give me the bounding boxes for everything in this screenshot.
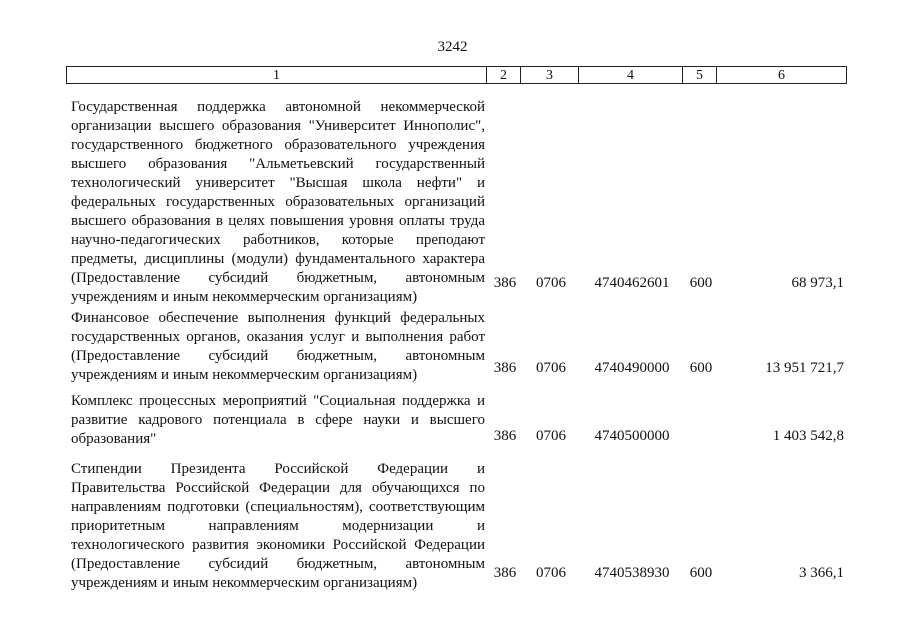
cell-col-4: 4740538930 xyxy=(594,565,670,581)
description-line: Финансовое обеспечение выполнения функций федеральных xyxy=(71,310,485,326)
cell-col-5: 600 xyxy=(689,565,713,581)
page-number: 3242 xyxy=(437,39,468,55)
cell-col-3: 0706 xyxy=(536,360,566,376)
cell-col-3: 0706 xyxy=(536,428,566,444)
description-line: (Предоставление субсидий бюджетным, автономным xyxy=(71,556,485,572)
description-line: высшего образования "Альметьевский государственный xyxy=(71,156,485,172)
cell-col-6: 13 951 721,7 xyxy=(765,360,844,376)
cell-col-6: 3 366,1 xyxy=(799,565,844,581)
cell-col-4: 4740490000 xyxy=(594,360,670,376)
cell-col-5: 600 xyxy=(689,360,713,376)
description-line: развитие кадрового потенциала в сфере науки и высшего xyxy=(71,412,485,428)
description-line: направлениям подготовки (специальностям), соответствующим xyxy=(71,499,485,515)
column-header-5: 5 xyxy=(683,67,717,84)
column-header-row xyxy=(67,67,847,84)
description-line: организации высшего образования "Университет Иннополис", xyxy=(71,118,485,134)
column-header-6: 6 xyxy=(717,67,847,84)
cell-col-2: 386 xyxy=(493,428,517,444)
cell-col-5: 600 xyxy=(689,275,713,291)
cell-col-6: 68 973,1 xyxy=(791,275,844,291)
description-line: учреждениям и иным некоммерческим организациям) xyxy=(71,367,418,383)
column-header-3: 3 xyxy=(521,67,579,84)
description-line: Правительства Российской Федерации для обучающихся по xyxy=(71,480,485,496)
description-line: учреждениям и иным некоммерческим организациям) xyxy=(71,575,418,591)
cell-col-3: 0706 xyxy=(536,275,566,291)
column-header-4: 4 xyxy=(579,67,683,84)
cell-col-4: 4740500000 xyxy=(594,428,670,444)
description-line: высшего образования в целях повышения уровня оплаты труда xyxy=(71,213,485,229)
description-line: научно-педагогических работников, которые преподают xyxy=(71,232,485,248)
description-line: федеральных государственных образовательных организаций xyxy=(71,194,485,210)
cell-col-2: 386 xyxy=(493,360,517,376)
column-header-table xyxy=(66,66,847,84)
column-header-2: 2 xyxy=(487,67,521,84)
row-description xyxy=(71,460,485,593)
cell-col-2: 386 xyxy=(493,565,517,581)
description-line: (Предоставление субсидий бюджетным, автономным xyxy=(71,270,485,286)
description-line: Государственная поддержка автономной некоммерческой xyxy=(71,99,485,115)
cell-col-4: 4740462601 xyxy=(594,275,670,291)
row-description xyxy=(71,98,485,307)
description-line: приоритетным направлениям модернизации и xyxy=(71,518,485,534)
description-line: предметы, дисциплины (модули) фундаментального характера xyxy=(71,251,485,267)
description-line: образования" xyxy=(71,431,157,447)
description-line: Комплекс процессных мероприятий "Социальная поддержка и xyxy=(71,393,485,409)
description-line: технологического развития экономики Российской Федерации xyxy=(71,537,485,553)
row-description xyxy=(71,309,485,385)
description-line: государственных органов, оказания услуг и выполнения работ xyxy=(71,329,485,345)
description-line: технологический университет "Высшая школа нефти" и xyxy=(71,175,485,191)
row-description xyxy=(71,392,485,449)
description-line: Стипендии Президента Российской Федерации и xyxy=(71,461,485,477)
column-header-1: 1 xyxy=(67,67,487,84)
description-line: государственного бюджетного образовательного учреждения xyxy=(71,137,485,153)
cell-col-2: 386 xyxy=(493,275,517,291)
description-line: учреждениям и иным некоммерческим организациям) xyxy=(71,289,418,305)
cell-col-3: 0706 xyxy=(536,565,566,581)
cell-col-6: 1 403 542,8 xyxy=(772,428,844,444)
description-line: (Предоставление субсидий бюджетным, автономным xyxy=(71,348,485,364)
